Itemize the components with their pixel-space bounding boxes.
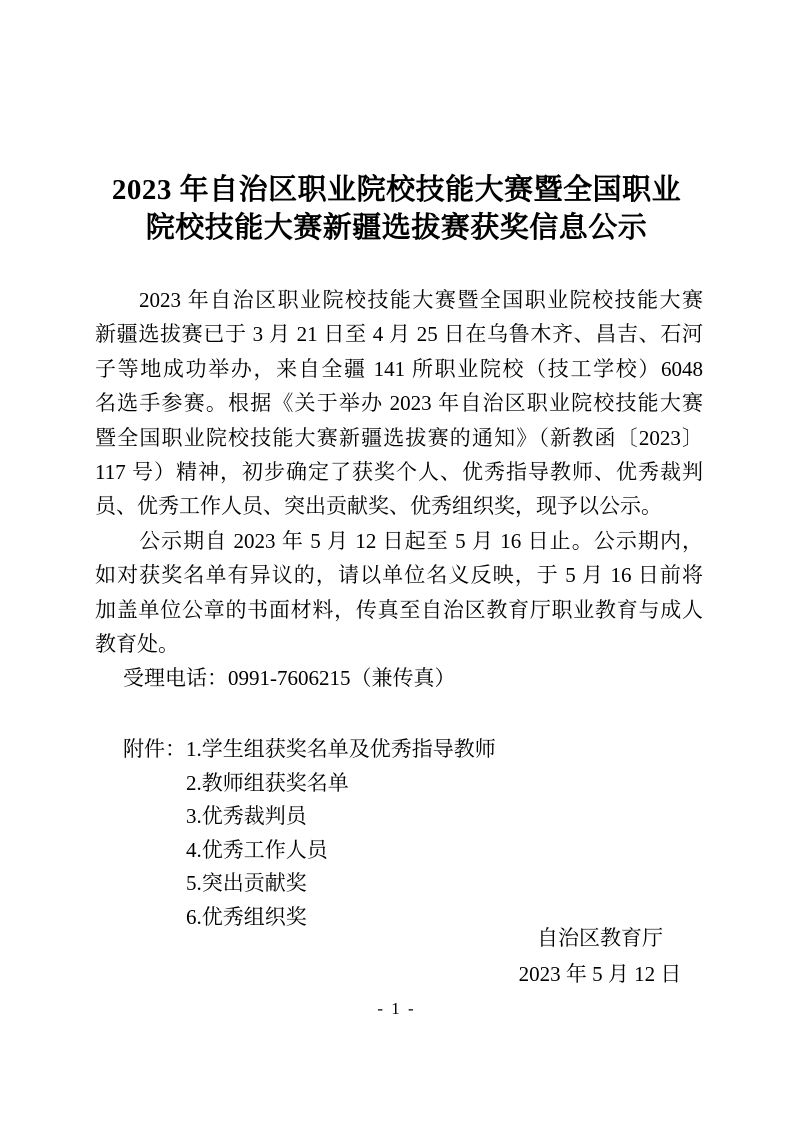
paragraph1-line: 子等地成功举办，来自全疆 141 所职业院校（技工学校）6048 [95,356,703,381]
paragraph2-line: 教育处。 [95,631,179,656]
attachments-label: 附件： [123,737,186,761]
attachment-item: 2.教师组获奖名单 [186,770,349,795]
signature-organization: 自治区教育厅 [537,926,663,950]
attachment-item: 4.优秀工作人员 [186,837,328,862]
paragraph1-line: 暨全国职业院校技能大赛新疆选拔赛的通知》（新教函〔2023〕 [95,425,703,450]
attachment-item: 3.优秀裁判员 [186,804,307,828]
document-title [0,171,793,247]
signature-block [420,921,780,992]
paragraph1-line: 117 号）精神，初步确定了获奖个人、优秀指导教师、优秀裁判 [95,459,703,484]
attachment-item: 1.学生组获奖名单及优秀指导教师 [186,737,496,761]
paragraph1-line: 新疆选拔赛已于 3 月 21 日至 4 月 25 日在乌鲁木齐、昌吉、石河 [95,322,703,347]
document-title-line-2: 院校技能大赛新疆选拔赛获奖信息公示 [145,212,648,244]
phone-line: 受理电话：0991-7606215（兼传真） [123,666,456,691]
paragraph2-line: 公示期自 2023 年 5 月 12 日起至 5 月 16 日止。公示期内， [139,528,703,553]
document-title-line-1: 2023 年自治区职业院校技能大赛暨全国职业 [111,174,682,206]
document-body [95,283,703,696]
attachment-item: 5.突出贡献奖 [186,871,307,895]
attachments-block [123,733,496,934]
paragraph1-line: 员、优秀工作人员、突出贡献奖、优秀组织奖，现予以公示。 [95,494,662,519]
paragraph2-line: 如对获奖名单有异议的，请以单位名义反映，于 5 月 16 日前将 [95,563,703,588]
attachment-item: 6.优秀组织奖 [186,904,307,929]
paragraph1-line: 名选手参赛。根据《关于举办 2023 年自治区职业院校技能大赛 [95,391,703,416]
page-number: - 1 - [377,999,416,1018]
paragraph2-line: 加盖单位公章的书面材料，传真至自治区教育厅职业教育与成人 [95,597,703,622]
paragraph1-line: 2023 年自治区职业院校技能大赛暨全国职业院校技能大赛 [139,288,703,312]
signature-date: 2023 年 5 月 12 日 [518,961,682,986]
attachments-list [186,733,496,934]
